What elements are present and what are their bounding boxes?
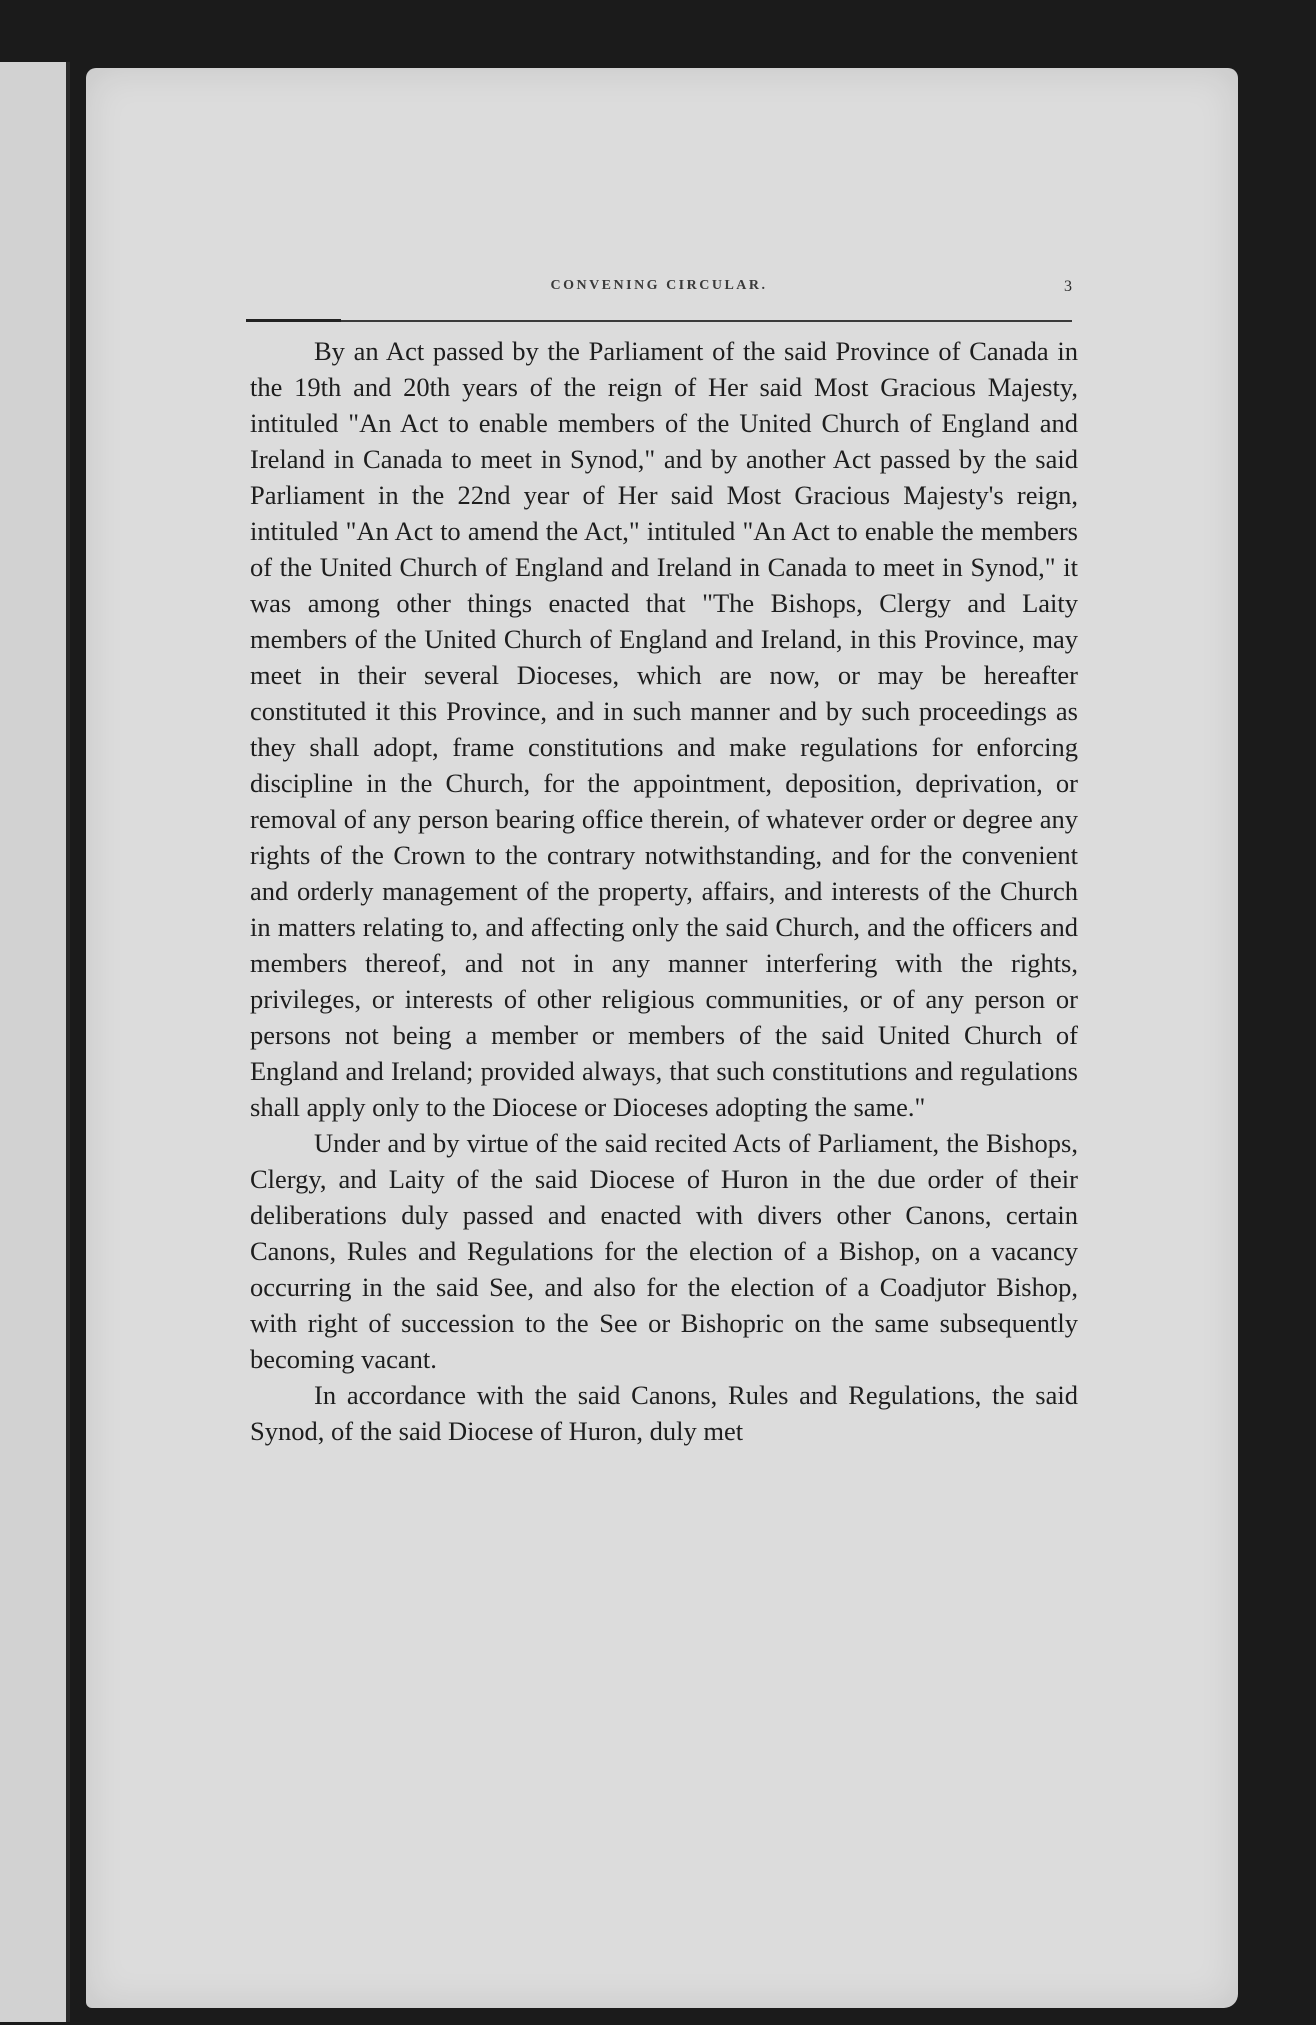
facing-page-edge <box>0 62 70 2022</box>
paragraph-2: Under and by virtue of the said recited Acts of Parliament, the Bishops, Clergy, and Laity of the said Diocese of Huron in the due order of their deliberations duly passed and enacted with divers other Canons, certain Canons, Rules and Regulations for the election of a Bishop, on a vacancy occurring in the said See, and also for the election of a Coadjutor Bishop, with right of succession to the See or Bishopric on the same subsequently becoming vacant. <box>250 1128 1078 1374</box>
body-text <box>250 333 1078 1449</box>
page-number: 3 <box>1064 278 1072 295</box>
header-title: CONVENING CIRCULAR. <box>550 278 768 293</box>
paragraph-3: In accordance with the said Canons, Rules and Regulations, the said Synod, of the said Diocese of Huron, duly met <box>250 1380 1078 1446</box>
running-header <box>246 278 1072 302</box>
paragraph-1: By an Act passed by the Parliament of the said Province of Canada in the 19th and 20th years of the reign of Her said Most Gracious Majesty, intituled "An Act to enable members of the United Church of England and Ireland in Canada to meet in Synod," and by another Act passed by the said Parliament in the 22nd year of Her said Most Gracious Majesty's reign, intituled "An Act to amend the Act," intituled "An Act to enable the members of the United Church of England and Ireland in Canada to meet in Synod," it was among other things enacted that "The Bishops, Clergy and Laity members of the United Church of England and Ireland, in this Province, may meet in their several Dioceses, which are now, or may be hereafter constituted it this Province, and in such manner and by such proceedings as they shall adopt, frame constitutions and make regulations for enforcing discipline in the Church, for the appointment, deposition, deprivation, or removal of any person bearing office therein, of whatever order or degree any rights of the Crown to the contrary notwithstanding, and for the convenient and orderly management of the property, affairs, and interests of the Church in matters relating to, and affecting only the said Church, and the officers and members thereof, and not in any manner interfering with the rights, privileges, or interests of other religious communities, or of any person or persons not being a member or members of the said United Church of England and Ireland; provided always, that such constitutions and regulations shall apply only to the Diocese or Dioceses adopting the same." <box>250 336 1078 1122</box>
header-rule <box>246 320 1072 322</box>
